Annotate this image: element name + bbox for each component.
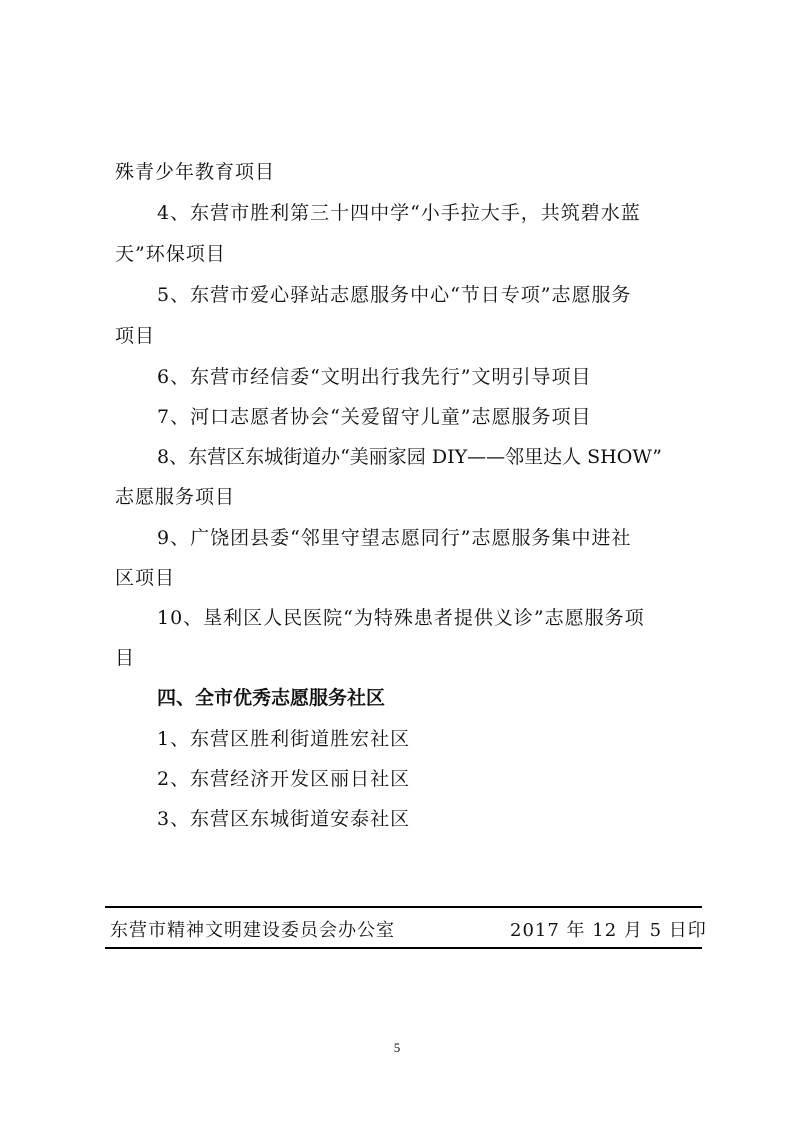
- community-item: 2、东营经济开发区丽日社区: [157, 768, 411, 790]
- page-number: 5: [393, 1040, 401, 1055]
- community-item: 3、东营区东城街道安泰社区: [157, 808, 411, 830]
- list-item-continuation: 区项目: [115, 567, 176, 589]
- list-item: 10、垦利区人民医院“为特殊患者提供义诊”志愿服务项: [157, 607, 645, 629]
- footer-bottom-rule: [105, 947, 702, 949]
- list-item: 7、河口志愿者协会“关爱留守儿童”志愿服务项目: [157, 406, 592, 428]
- list-item-continuation: 目: [115, 647, 136, 669]
- list-item: 9、广饶团县委“邻里守望志愿同行”志愿服务集中进社: [157, 527, 632, 549]
- section-heading: 四、全市优秀志愿服务社区: [157, 687, 386, 709]
- list-item: 8、东营区东城街道办“美丽家园 DIY——邻里达人 SHOW”: [157, 446, 662, 468]
- list-item-continuation: 项目: [115, 325, 156, 347]
- list-item: 5、东营市爱心驿站志愿服务中心“节日专项”志愿服务: [157, 284, 632, 306]
- list-item: 4、东营市胜利第三十四中学“小手拉大手，共筑碧水蓝: [157, 202, 641, 224]
- community-item: 1、东营区胜利街道胜宏社区: [157, 728, 411, 750]
- list-item-continuation: 殊青少年教育项目: [115, 161, 276, 183]
- list-item-continuation: 志愿服务项目: [115, 486, 236, 508]
- list-item-continuation: 天”环保项目: [115, 243, 226, 265]
- footer-date: 2017 年 12 月 5 日印: [510, 920, 707, 941]
- footer-top-rule: [105, 906, 702, 908]
- footer-issuer: 东营市精神文明建设委员会办公室: [110, 920, 395, 941]
- list-item: 6、东营市经信委“文明出行我先行”文明引导项目: [157, 366, 592, 388]
